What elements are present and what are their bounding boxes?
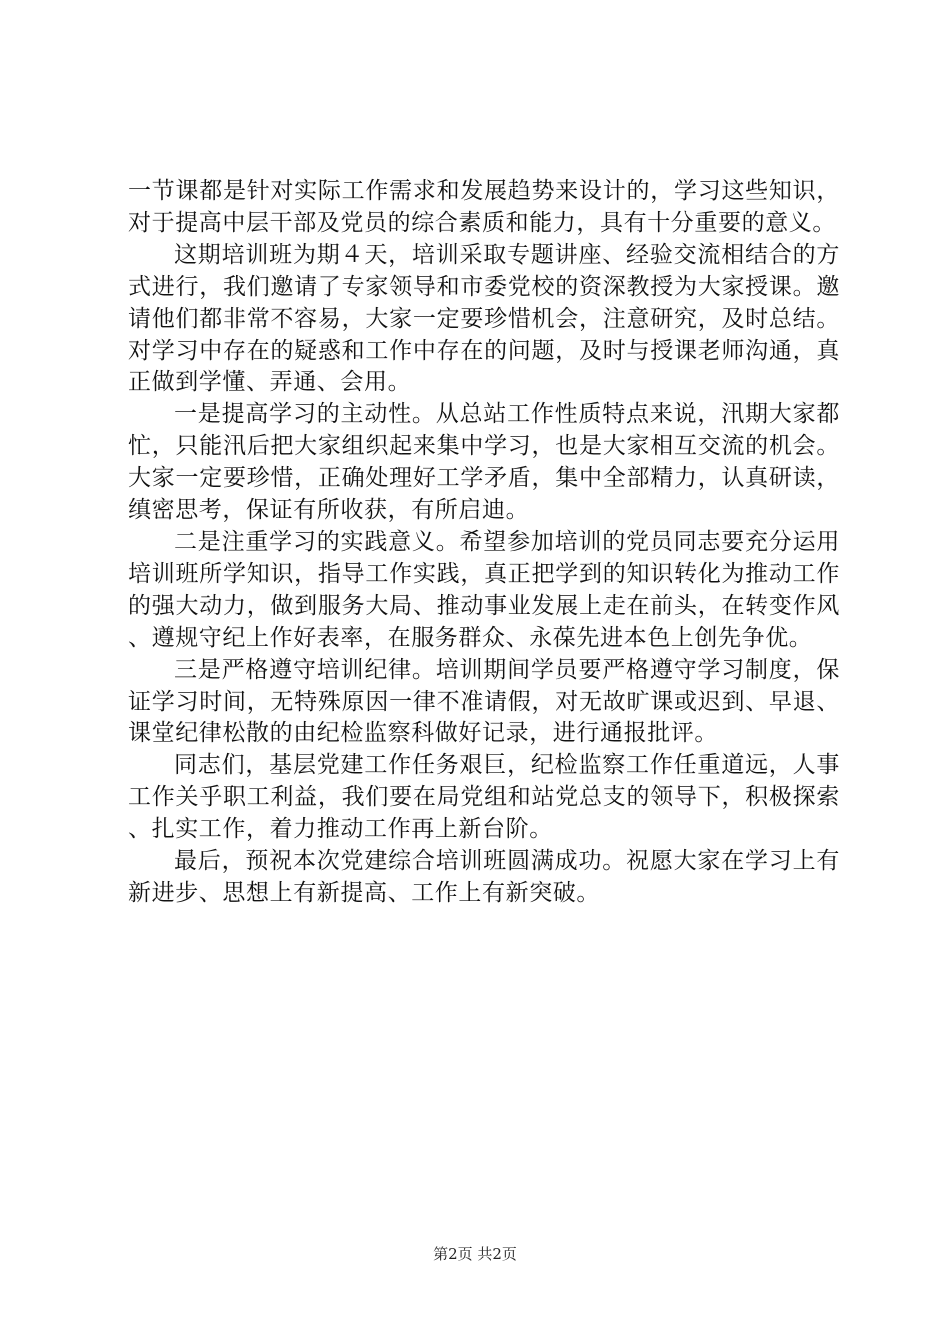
paragraph-point-three: 三是严格遵守培训纪律。培训期间学员要严格遵守学习制度，保证学习时间，无特殊原因一律不准请假，对无故旷课或迟到、早退、课堂纪律松散的由纪检监察科做好记录，进行通报批评。 — [128, 656, 840, 747]
page-number-footer: 第2页 共2页 — [433, 1245, 517, 1263]
paragraph-closing: 最后，预祝本次党建综合培训班圆满成功。祝愿大家在学习上有新进步、思想上有新提高、工作上有新突破。 — [128, 848, 840, 906]
paragraph-training-duration: 这期培训班为期４天，培训采取专题讲座、经验交流相结合的方式进行，我们邀请了专家领导和市委党校的资深教授为大家授课。邀请他们都非常不容易，大家一定要珍惜机会，注意研究，及时总结。对学习中存在的疑惑和工作中存在的问题，及时与授课老师沟通，真正做到学懂、弄通、会用。 — [128, 241, 840, 396]
document-body — [128, 176, 840, 910]
paragraph-point-one: 一是提高学习的主动性。从总站工作性质特点来说，汛期大家都忙，只能汛后把大家组织起来集中学习，也是大家相互交流的机会。大家一定要珍惜，正确处理好工学矛盾，集中全部精力，认真研读，缜密思考，保证有所收获，有所启迪。 — [128, 401, 840, 524]
paragraph-continuation: 一节课都是针对实际工作需求和发展趋势来设计的，学习这些知识，对于提高中层干部及党员的综合素质和能力，具有十分重要的意义。 — [128, 178, 840, 236]
paragraph-comrades: 同志们，基层党建工作任务艰巨，纪检监察工作任重道远，人事工作关乎职工利益，我们要在局党组和站党总支的领导下，积极探索、扎实工作，着力推动工作再上新台阶。 — [128, 752, 840, 843]
paragraph-point-two: 二是注重学习的实践意义。希望参加培训的党员同志要充分运用培训班所学知识，指导工作实践，真正把学到的知识转化为推动工作的强大动力，做到服务大局、推动事业发展上走在前头，在转变作风、遵规守纪上作好表率，在服务群众、永葆先进本色上创先争优。 — [128, 528, 840, 651]
